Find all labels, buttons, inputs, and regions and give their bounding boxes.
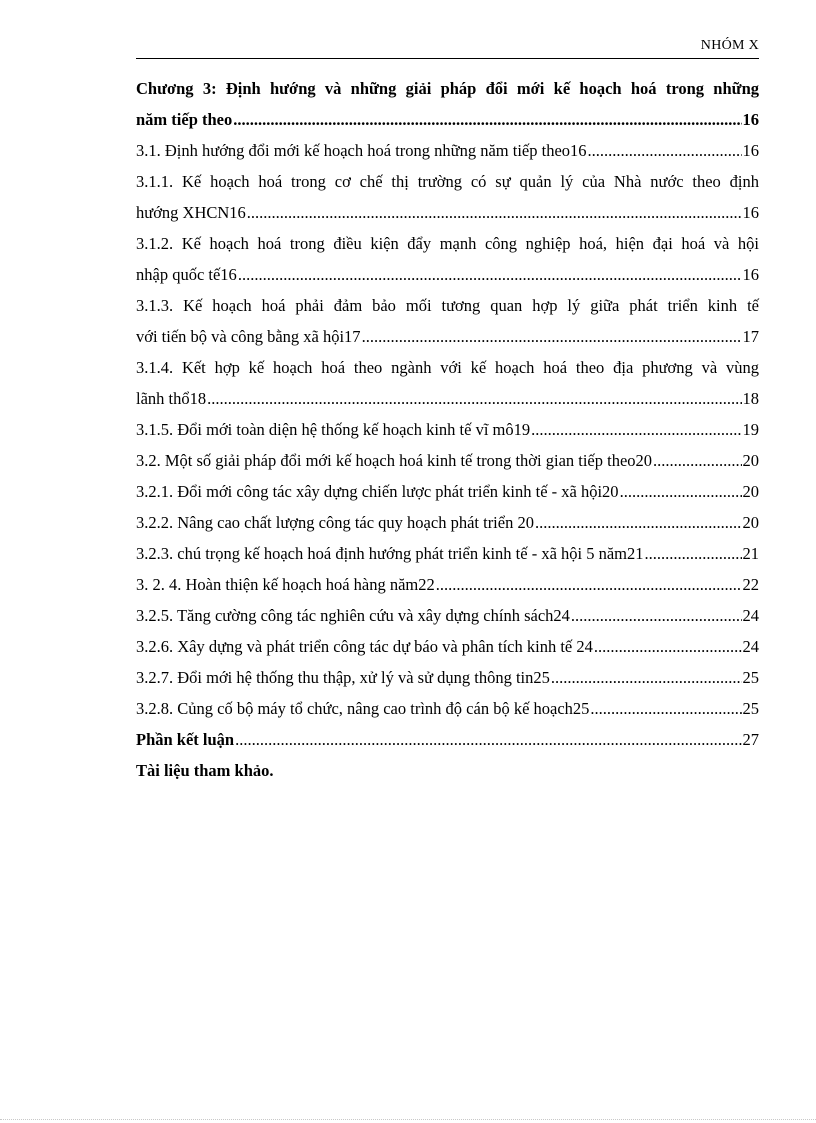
- toc-entry-text: 3. 2. 4. Hoàn thiện kế hoạch hoá hàng năm22: [136, 575, 435, 594]
- toc-page-number: 17: [742, 327, 759, 346]
- toc-page-number: 19: [742, 420, 759, 439]
- toc-entry-3-1-1[interactable]: [136, 166, 759, 228]
- toc-entry-text: Phần kết luận: [136, 730, 235, 749]
- toc-page-number: 16: [742, 203, 759, 222]
- toc-entry-text: Chương 3: Định hướng và những giải pháp đổi mới kế hoạch hoá trong những: [136, 79, 759, 98]
- toc-entry-text: 3.2.5. Tăng cường công tác nghiên cứu và xây dựng chính sách24: [136, 606, 570, 625]
- toc-entry-text: 3.1. Định hướng đổi mới kế hoạch hoá trong những năm tiếp theo16: [136, 141, 587, 160]
- dot-leader: [362, 321, 742, 352]
- toc-page-number: 16: [742, 265, 759, 284]
- dot-leader: [436, 569, 742, 600]
- toc-entry-3-1-4[interactable]: [136, 352, 759, 414]
- dot-leader: [247, 197, 742, 228]
- toc-entry-3-1-2[interactable]: [136, 228, 759, 290]
- group-label: NHÓM X: [700, 38, 759, 53]
- toc-entry-text: 3.2.6. Xây dựng và phát triển công tác dự báo và phân tích kinh tế 24: [136, 637, 593, 656]
- toc-entry-text-cont: với tiến bộ và công bằng xã hội17: [136, 327, 361, 346]
- dot-leader: [238, 259, 742, 290]
- dot-leader: [594, 631, 742, 662]
- dot-leader: [551, 662, 742, 693]
- dot-leader: [645, 538, 742, 569]
- toc-entry-text-cont: năm tiếp theo: [136, 110, 233, 129]
- toc-entry-3-2[interactable]: [136, 445, 759, 476]
- dot-leader: [620, 476, 742, 507]
- toc-entry-text: 3.2.2. Nâng cao chất lượng công tác quy hoạch phát triển 20: [136, 513, 534, 532]
- dot-leader: [531, 414, 741, 445]
- toc-entry-text: 3.2.3. chú trọng kế hoạch hoá định hướng phát triển kinh tế - xã hội 5 năm21: [136, 544, 644, 563]
- toc-page-number: 18: [742, 389, 759, 408]
- toc-entry-text: 3.2.7. Đổi mới hệ thống thu thập, xử lý và sử dụng thông tin25: [136, 668, 550, 687]
- toc-page-number: 20: [742, 482, 759, 501]
- toc-entry-text: 3.2. Một số giải pháp đổi mới kế hoạch hoá kinh tế trong thời gian tiếp theo20: [136, 451, 653, 470]
- dot-leader: [535, 507, 742, 538]
- toc-page-number: 27: [742, 730, 759, 749]
- toc-entry-3-2-6[interactable]: [136, 631, 759, 662]
- toc-page-number: 20: [742, 451, 759, 470]
- dot-leader: [235, 724, 741, 755]
- toc-page-number: 16: [742, 110, 759, 129]
- toc-page-number: 24: [742, 606, 759, 625]
- toc-entry-text: 3.1.3. Kế hoạch hoá phải đảm bảo mối tương quan hợp lý giữa phát triển kinh tế: [136, 296, 759, 315]
- toc-entry-3-2-5[interactable]: [136, 600, 759, 631]
- toc-entry-conclusion[interactable]: [136, 724, 759, 755]
- dot-leader: [588, 135, 742, 166]
- toc-entry-3-2-8[interactable]: [136, 693, 759, 724]
- toc-entry-3-2-2[interactable]: [136, 507, 759, 538]
- toc-page-number: 22: [742, 575, 759, 594]
- toc-entry-text: 3.1.4. Kết hợp kế hoạch hoá theo ngành với kế hoạch hoá theo địa phương và vùng: [136, 358, 759, 377]
- dot-leader: [207, 383, 741, 414]
- toc-page-number: 24: [742, 637, 759, 656]
- toc-page-number: 21: [742, 544, 759, 563]
- toc-entry-text-cont: nhập quốc tế16: [136, 265, 237, 284]
- toc-entry-3-1[interactable]: [136, 135, 759, 166]
- toc-entry-3-2-3[interactable]: [136, 538, 759, 569]
- toc-entry-chapter-3[interactable]: [136, 73, 759, 135]
- toc-entry-references[interactable]: [136, 755, 759, 786]
- toc-entry-3-1-5[interactable]: [136, 414, 759, 445]
- table-of-contents: [136, 73, 759, 786]
- page-header: [136, 36, 759, 59]
- dot-leader: [571, 600, 742, 631]
- page-bottom-border: [0, 1119, 816, 1120]
- toc-entry-text: 3.1.5. Đổi mới toàn diện hệ thống kế hoạch kinh tế vĩ mô19: [136, 420, 531, 439]
- toc-page-number: 20: [742, 513, 759, 532]
- toc-entry-text: 3.1.1. Kế hoạch hoá trong cơ chế thị trường có sự quản lý của Nhà nước theo định: [136, 172, 759, 191]
- toc-page-number: 16: [742, 141, 759, 160]
- toc-entry-3-2-4[interactable]: [136, 569, 759, 600]
- toc-entry-text: 3.2.8. Củng cố bộ máy tổ chức, nâng cao trình độ cán bộ kế hoạch25: [136, 699, 590, 718]
- toc-page-number: 25: [742, 668, 759, 687]
- toc-entry-text-cont: lãnh thổ18: [136, 389, 207, 408]
- toc-entry-text: Tài liệu tham khảo.: [136, 761, 274, 780]
- toc-entry-text-cont: hướng XHCN16: [136, 203, 246, 222]
- dot-leader: [590, 693, 741, 724]
- dot-leader: [233, 104, 741, 135]
- toc-page-number: 25: [742, 699, 759, 718]
- toc-entry-3-2-1[interactable]: [136, 476, 759, 507]
- dot-leader: [653, 445, 741, 476]
- toc-entry-3-2-7[interactable]: [136, 662, 759, 693]
- toc-entry-3-1-3[interactable]: [136, 290, 759, 352]
- toc-entry-text: 3.2.1. Đổi mới công tác xây dựng chiến lược phát triển kinh tế - xã hội20: [136, 482, 619, 501]
- toc-entry-text: 3.1.2. Kế hoạch hoá trong điều kiện đẩy mạnh công nghiệp hoá, hiện đại hoá và hội: [136, 234, 759, 253]
